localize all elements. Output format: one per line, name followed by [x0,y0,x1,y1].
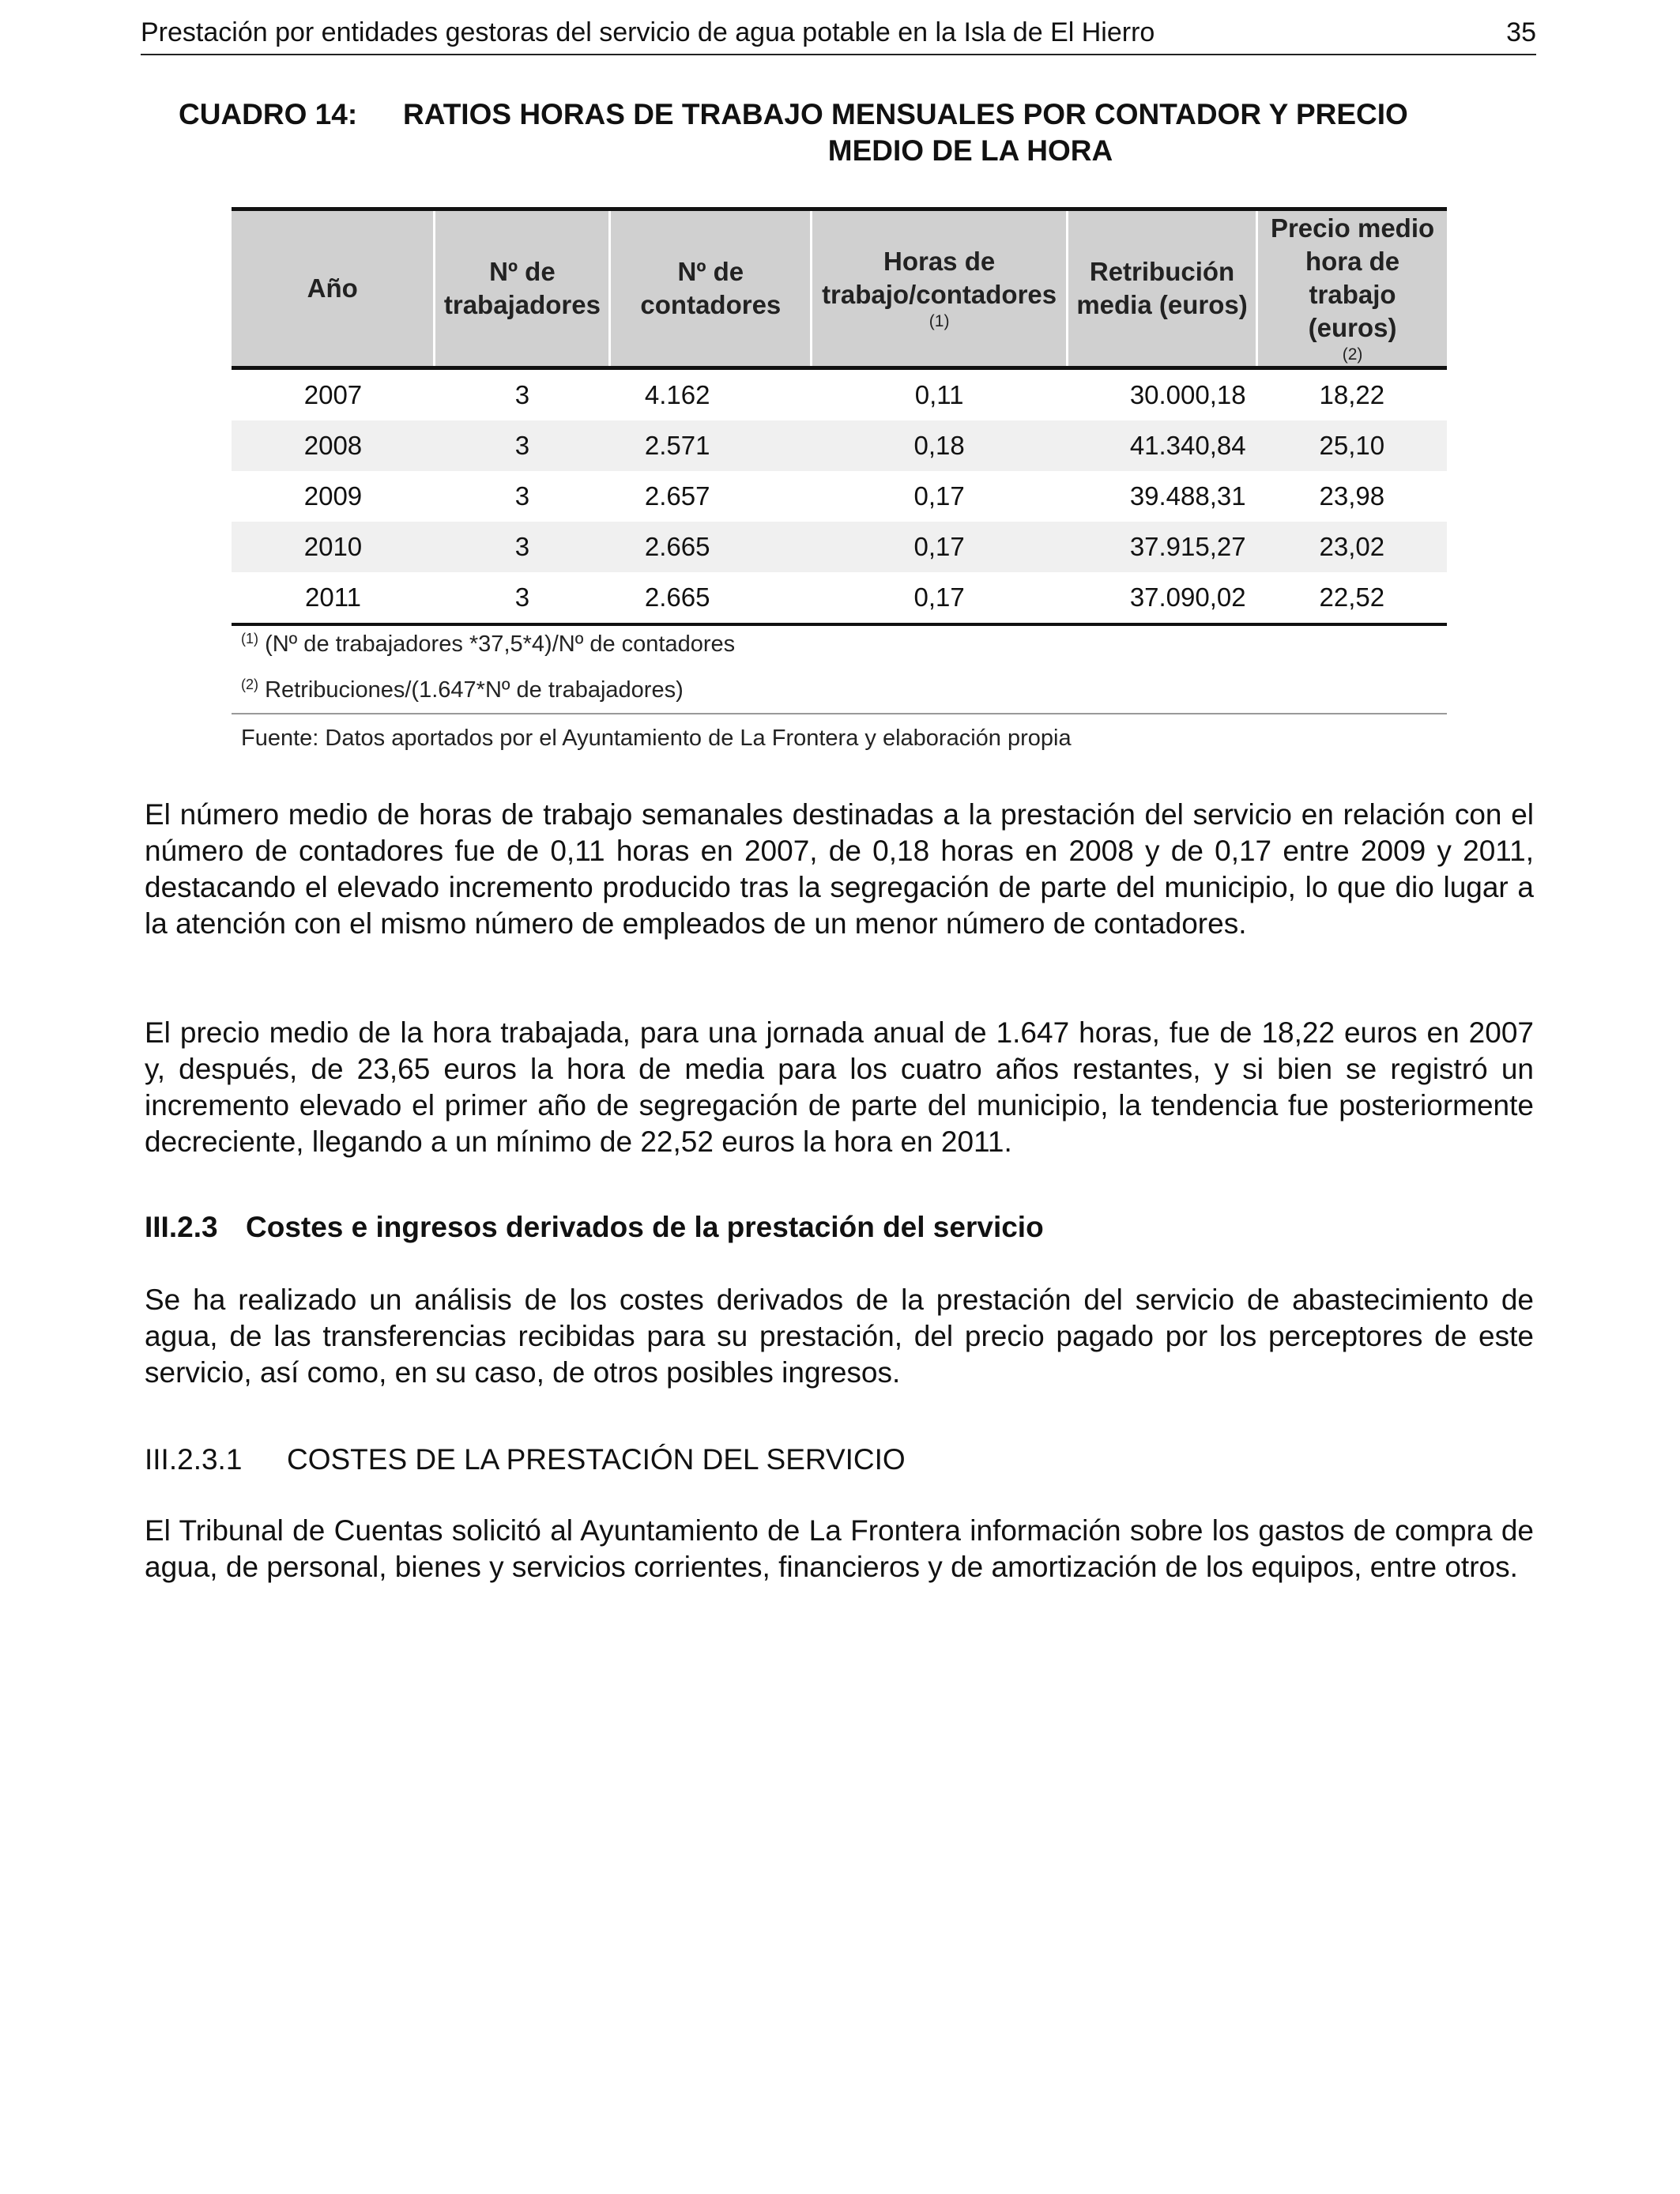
cell-pay: 41.340,84 [1067,420,1256,471]
cell-hours: 0,17 [812,522,1068,572]
paragraph-2: El precio medio de la hora trabajada, para una jornada anual de 1.647 horas, fue de 18,22 euros en 2007 y, después, de 23,65 euros la hora de media para los cuatro años restantes, y si bien se registró un incremento elevado el primer año de segregación de parte del municipio, la tendencia fue posteriormente decreciente, llegando a un mínimo de 22,52 euros la hora en 2011. [145,1016,1534,1158]
table-row [232,420,1447,471]
table-row [232,572,1447,624]
col-header-meters: Nº de contadores [610,209,812,368]
cell-workers: 3 [435,420,610,471]
section-number: III.2.3 [145,1211,218,1243]
cell-price: 23,98 [1319,481,1385,511]
cell-pay: 37.090,02 [1067,572,1256,624]
section-heading [145,1211,1044,1244]
cell-workers: 3 [514,380,530,409]
cell-pay: 39.488,31 [1129,481,1246,511]
table-row [232,522,1447,572]
cell-pay: 37.915,27 [1067,522,1256,572]
cell-meters: 2.571 [610,420,812,471]
cell-pay: 30.000,18 [1129,380,1246,409]
table-header-row [232,209,1447,368]
cell-year: 2010 [232,522,435,572]
footnote-mark: (1) [241,631,258,647]
cell-hours: 0,17 [913,481,965,511]
table-source: Fuente: Datos aportados por el Ayuntamiento de La Frontera y elaboración propia [241,726,1072,751]
footnote-mark: (2) [241,677,258,692]
source-divider [232,713,1447,714]
col-header-workers: Nº de trabajadores [435,209,610,368]
cell-workers: 3 [435,572,610,624]
cell-price: 25,10 [1257,420,1447,471]
cell-hours: 0,18 [812,420,1068,471]
cell-workers: 3 [435,522,610,572]
cell-price: 18,22 [1319,380,1385,409]
footnote-text: Retribuciones/(1.647*Nº de trabajadores) [265,677,684,703]
running-header [141,17,1536,55]
ratios-table [232,207,1447,626]
cell-hours: 0,11 [914,380,964,409]
paragraph-4: El Tribunal de Cuentas solicitó al Ayuntamiento de La Frontera información sobre los gastos de compra de agua, de personal, bienes y servicios corrientes, financieros y de amortización de los equipos, entre otros. [145,1514,1534,1583]
running-title: Prestación por entidades gestoras del servicio de agua potable en la Isla de El Hierro [141,17,1155,47]
table-footnote-2 [241,677,684,703]
col-header-hours-per-meter: Horas de trabajo/contadores (1) [812,209,1068,368]
col-header-hourly-price: Precio medio hora de trabajo (euros) (2) [1257,209,1447,368]
caption-label: CUADRO 14: [179,98,358,130]
cell-meters: 2.657 [644,481,710,511]
paragraph-1: El número medio de horas de trabajo semanales destinadas a la prestación del servicio en relación con el número de contadores fue de 0,11 horas en 2007, de 0,18 horas en 2008 y de 0,17 entre 2009 y 2011, destacando el elevado incremento producido tras la segregación de parte del municipio, lo que dio lugar a la atención con el mismo número de empleados de un menor número de contadores. [145,798,1534,940]
cell-year: 2009 [303,481,363,511]
col-note-2: (2) [1342,345,1363,364]
table-row [232,368,1447,421]
cell-meters: 2.665 [610,572,812,624]
page-number: 35 [1506,17,1536,47]
subsection-heading [145,1443,906,1476]
footnote-text: (Nº de trabajadores *37,5*4)/Nº de contadores [265,631,736,657]
section-title: Costes e ingresos derivados de la prestación del servicio [246,1211,1044,1243]
col-header-avg-pay: Retribución media (euros) [1067,209,1256,368]
table-row [232,471,1447,522]
paragraph-3: Se ha realizado un análisis de los costes derivados de la prestación del servicio de abastecimiento de agua, de las transferencias recibidas para su prestación, del precio pagado por los perceptores de este servicio, así como, en su caso, de otros posibles ingresos. [145,1284,1534,1389]
cell-year: 2007 [303,380,363,409]
caption-title-line1: RATIOS HORAS DE TRABAJO MENSUALES POR CONTADOR Y PRECIO [403,98,1408,130]
table-footnote-1 [241,631,735,658]
cell-workers: 3 [514,481,530,511]
cell-price: 22,52 [1257,572,1447,624]
cell-meters: 2.665 [610,522,812,572]
cell-price: 23,02 [1257,522,1447,572]
col-note-1: (1) [929,312,950,330]
cell-year: 2011 [232,572,435,624]
col-header-year: Año [232,209,435,368]
cell-hours: 0,17 [812,572,1068,624]
cell-year: 2008 [232,420,435,471]
caption-title-line2: MEDIO DE LA HORA [827,134,1113,167]
cell-meters: 4.162 [644,380,710,409]
subsection-title: COSTES DE LA PRESTACIÓN DEL SERVICIO [287,1443,906,1476]
subsection-number: III.2.3.1 [145,1443,243,1476]
